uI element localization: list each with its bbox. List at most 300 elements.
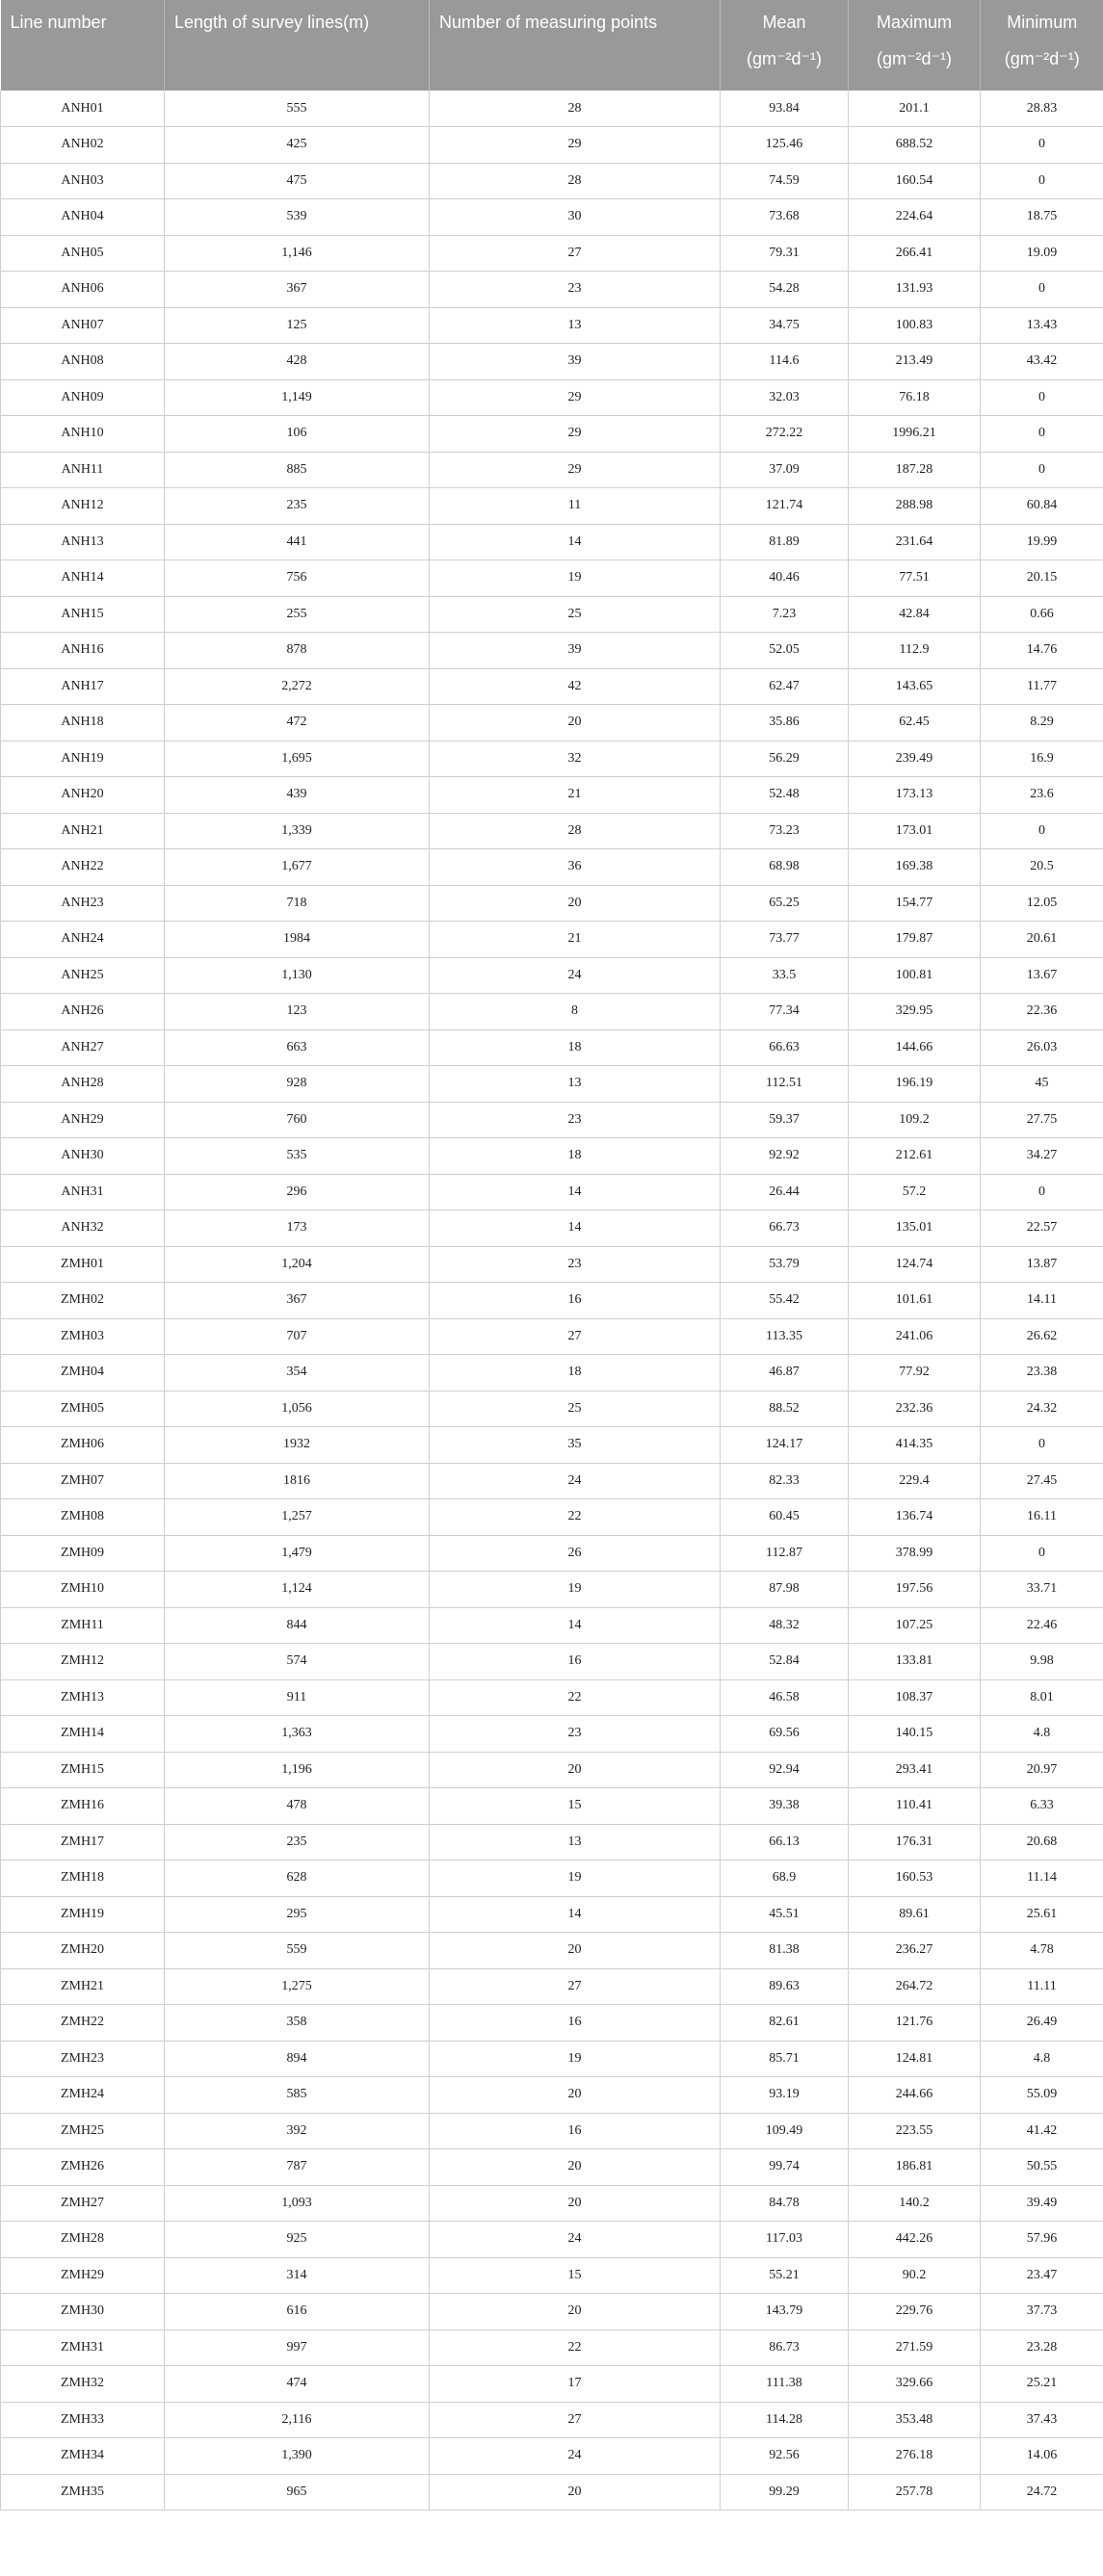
cell-maximum: 143.65	[849, 668, 981, 705]
cell-maximum: 442.26	[849, 2222, 981, 2258]
cell-minimum: 24.72	[981, 2474, 1103, 2511]
header-maximum: Maximum (gm⁻²d⁻¹)	[849, 0, 981, 91]
table-row	[1, 1860, 1103, 1897]
cell-measuring-points: 16	[430, 1644, 721, 1680]
cell-maximum: 169.38	[849, 849, 981, 886]
cell-maximum: 186.81	[849, 2149, 981, 2186]
cell-mean: 55.42	[721, 1283, 849, 1319]
cell-minimum: 34.27	[981, 1138, 1103, 1175]
cell-mean: 86.73	[721, 2329, 849, 2366]
table-row	[1, 1535, 1103, 1572]
cell-mean: 272.22	[721, 416, 849, 453]
cell-minimum: 14.76	[981, 633, 1103, 669]
table-row	[1, 488, 1103, 525]
cell-length: 616	[165, 2294, 430, 2330]
cell-maximum: 288.98	[849, 488, 981, 525]
cell-measuring-points: 42	[430, 668, 721, 705]
cell-maximum: 266.41	[849, 235, 981, 272]
cell-maximum: 197.56	[849, 1572, 981, 1608]
cell-line-number: ANH12	[1, 488, 165, 525]
cell-measuring-points: 39	[430, 344, 721, 380]
cell-mean: 52.05	[721, 633, 849, 669]
table-header	[1, 0, 1103, 91]
cell-minimum: 0	[981, 813, 1103, 849]
cell-length: 756	[165, 560, 430, 597]
cell-measuring-points: 13	[430, 1824, 721, 1860]
cell-mean: 92.56	[721, 2438, 849, 2475]
cell-length: 911	[165, 1679, 430, 1716]
cell-mean: 37.09	[721, 452, 849, 488]
cell-line-number: ZMH33	[1, 2402, 165, 2438]
table-row	[1, 2077, 1103, 2114]
cell-minimum: 23.38	[981, 1355, 1103, 1392]
cell-mean: 56.29	[721, 741, 849, 777]
cell-maximum: 329.95	[849, 994, 981, 1030]
cell-mean: 40.46	[721, 560, 849, 597]
cell-mean: 117.03	[721, 2222, 849, 2258]
cell-maximum: 76.18	[849, 379, 981, 416]
cell-maximum: 353.48	[849, 2402, 981, 2438]
cell-line-number: ZMH35	[1, 2474, 165, 2511]
cell-length: 235	[165, 488, 430, 525]
cell-minimum: 16.11	[981, 1499, 1103, 1536]
cell-minimum: 23.28	[981, 2329, 1103, 2366]
cell-line-number: ANH05	[1, 235, 165, 272]
cell-maximum: 140.2	[849, 2185, 981, 2222]
cell-line-number: ZMH08	[1, 1499, 165, 1536]
cell-line-number: ZMH29	[1, 2257, 165, 2294]
cell-measuring-points: 24	[430, 1463, 721, 1499]
cell-length: 535	[165, 1138, 430, 1175]
cell-maximum: 329.66	[849, 2366, 981, 2403]
cell-length: 472	[165, 705, 430, 742]
table-row	[1, 199, 1103, 236]
cell-line-number: ZMH18	[1, 1860, 165, 1897]
cell-line-number: ANH10	[1, 416, 165, 453]
cell-line-number: ANH22	[1, 849, 165, 886]
table-row	[1, 777, 1103, 814]
cell-minimum: 4.78	[981, 1933, 1103, 1969]
cell-minimum: 28.83	[981, 91, 1103, 127]
cell-maximum: 201.1	[849, 91, 981, 127]
cell-measuring-points: 20	[430, 2077, 721, 2114]
cell-maximum: 42.84	[849, 596, 981, 633]
cell-measuring-points: 18	[430, 1029, 721, 1066]
table-row	[1, 163, 1103, 199]
cell-mean: 55.21	[721, 2257, 849, 2294]
cell-line-number: ZMH16	[1, 1788, 165, 1825]
cell-mean: 81.89	[721, 524, 849, 560]
table-row	[1, 2329, 1103, 2366]
cell-length: 314	[165, 2257, 430, 2294]
cell-measuring-points: 36	[430, 849, 721, 886]
table-row	[1, 957, 1103, 994]
table-row	[1, 235, 1103, 272]
cell-maximum: 239.49	[849, 741, 981, 777]
cell-maximum: 140.15	[849, 1716, 981, 1753]
cell-length: 235	[165, 1824, 430, 1860]
table-row	[1, 524, 1103, 560]
cell-length: 559	[165, 1933, 430, 1969]
cell-line-number: ZMH01	[1, 1246, 165, 1283]
cell-mean: 143.79	[721, 2294, 849, 2330]
table-row	[1, 2366, 1103, 2403]
cell-measuring-points: 20	[430, 2185, 721, 2222]
cell-line-number: ANH15	[1, 596, 165, 633]
cell-minimum: 37.73	[981, 2294, 1103, 2330]
cell-minimum: 19.09	[981, 235, 1103, 272]
cell-length: 1,146	[165, 235, 430, 272]
cell-maximum: 109.2	[849, 1102, 981, 1138]
cell-line-number: ANH30	[1, 1138, 165, 1175]
cell-minimum: 33.71	[981, 1572, 1103, 1608]
cell-line-number: ANH18	[1, 705, 165, 742]
cell-length: 760	[165, 1102, 430, 1138]
header-length: Length of survey lines(m)	[165, 0, 430, 91]
cell-minimum: 9.98	[981, 1644, 1103, 1680]
cell-minimum: 11.14	[981, 1860, 1103, 1897]
table-row	[1, 922, 1103, 958]
cell-length: 2,116	[165, 2402, 430, 2438]
cell-mean: 45.51	[721, 1896, 849, 1933]
cell-mean: 73.68	[721, 199, 849, 236]
cell-mean: 35.86	[721, 705, 849, 742]
table-row	[1, 705, 1103, 742]
cell-minimum: 24.32	[981, 1391, 1103, 1427]
cell-mean: 68.9	[721, 1860, 849, 1897]
cell-line-number: ANH32	[1, 1210, 165, 1247]
cell-length: 296	[165, 1174, 430, 1210]
cell-length: 1,390	[165, 2438, 430, 2475]
header-line-number: Line number	[1, 0, 165, 91]
cell-length: 255	[165, 596, 430, 633]
cell-measuring-points: 21	[430, 922, 721, 958]
cell-mean: 93.19	[721, 2077, 849, 2114]
cell-line-number: ANH24	[1, 922, 165, 958]
cell-minimum: 26.62	[981, 1318, 1103, 1355]
cell-mean: 69.56	[721, 1716, 849, 1753]
cell-measuring-points: 28	[430, 813, 721, 849]
cell-maximum: 232.36	[849, 1391, 981, 1427]
cell-line-number: ZMH05	[1, 1391, 165, 1427]
cell-length: 894	[165, 2041, 430, 2077]
cell-length: 1,093	[165, 2185, 430, 2222]
cell-mean: 82.61	[721, 2005, 849, 2042]
cell-length: 1,056	[165, 1391, 430, 1427]
cell-mean: 88.52	[721, 1391, 849, 1427]
cell-maximum: 224.64	[849, 199, 981, 236]
cell-length: 173	[165, 1210, 430, 1247]
table-row	[1, 1174, 1103, 1210]
cell-line-number: ZMH23	[1, 2041, 165, 2077]
cell-line-number: ANH13	[1, 524, 165, 560]
cell-measuring-points: 25	[430, 596, 721, 633]
cell-mean: 52.84	[721, 1644, 849, 1680]
table-row	[1, 813, 1103, 849]
cell-maximum: 89.61	[849, 1896, 981, 1933]
cell-measuring-points: 18	[430, 1138, 721, 1175]
table-row	[1, 416, 1103, 453]
cell-measuring-points: 20	[430, 2474, 721, 2511]
cell-line-number: ZMH13	[1, 1679, 165, 1716]
cell-minimum: 0	[981, 379, 1103, 416]
table-row	[1, 2113, 1103, 2149]
table-row	[1, 2438, 1103, 2475]
cell-length: 1,363	[165, 1716, 430, 1753]
cell-length: 295	[165, 1896, 430, 1933]
table-row	[1, 1824, 1103, 1860]
cell-measuring-points: 15	[430, 1788, 721, 1825]
cell-measuring-points: 16	[430, 2005, 721, 2042]
cell-measuring-points: 27	[430, 1968, 721, 2005]
table-row	[1, 1318, 1103, 1355]
cell-maximum: 124.81	[849, 2041, 981, 2077]
cell-mean: 111.38	[721, 2366, 849, 2403]
cell-measuring-points: 20	[430, 1752, 721, 1788]
table-row	[1, 1427, 1103, 1464]
cell-mean: 65.25	[721, 885, 849, 922]
cell-mean: 32.03	[721, 379, 849, 416]
cell-maximum: 135.01	[849, 1210, 981, 1247]
cell-line-number: ANH08	[1, 344, 165, 380]
cell-length: 425	[165, 127, 430, 164]
cell-line-number: ANH11	[1, 452, 165, 488]
cell-measuring-points: 23	[430, 1716, 721, 1753]
cell-measuring-points: 16	[430, 2113, 721, 2149]
cell-minimum: 18.75	[981, 199, 1103, 236]
cell-mean: 39.38	[721, 1788, 849, 1825]
cell-mean: 99.74	[721, 2149, 849, 2186]
cell-line-number: ZMH20	[1, 1933, 165, 1969]
cell-minimum: 0	[981, 1427, 1103, 1464]
cell-line-number: ANH31	[1, 1174, 165, 1210]
table-row	[1, 2005, 1103, 2042]
cell-maximum: 108.37	[849, 1679, 981, 1716]
cell-length: 428	[165, 344, 430, 380]
table-row	[1, 1246, 1103, 1283]
cell-mean: 62.47	[721, 668, 849, 705]
cell-line-number: ANH07	[1, 307, 165, 344]
cell-maximum: 131.93	[849, 272, 981, 308]
cell-maximum: 62.45	[849, 705, 981, 742]
cell-minimum: 43.42	[981, 344, 1103, 380]
cell-measuring-points: 14	[430, 1607, 721, 1644]
cell-maximum: 110.41	[849, 1788, 981, 1825]
cell-maximum: 244.66	[849, 2077, 981, 2114]
cell-line-number: ANH09	[1, 379, 165, 416]
cell-measuring-points: 26	[430, 1535, 721, 1572]
cell-mean: 124.17	[721, 1427, 849, 1464]
cell-line-number: ANH20	[1, 777, 165, 814]
cell-length: 474	[165, 2366, 430, 2403]
table-row	[1, 994, 1103, 1030]
cell-minimum: 20.68	[981, 1824, 1103, 1860]
cell-mean: 54.28	[721, 272, 849, 308]
cell-line-number: ANH28	[1, 1066, 165, 1103]
cell-length: 1816	[165, 1463, 430, 1499]
cell-minimum: 6.33	[981, 1788, 1103, 1825]
cell-mean: 87.98	[721, 1572, 849, 1608]
cell-line-number: ZMH21	[1, 1968, 165, 2005]
cell-line-number: ZMH24	[1, 2077, 165, 2114]
cell-measuring-points: 13	[430, 307, 721, 344]
cell-minimum: 20.5	[981, 849, 1103, 886]
cell-length: 718	[165, 885, 430, 922]
cell-length: 787	[165, 2149, 430, 2186]
cell-line-number: ANH17	[1, 668, 165, 705]
cell-length: 1,149	[165, 379, 430, 416]
table-row	[1, 1283, 1103, 1319]
table-row	[1, 1210, 1103, 1247]
cell-mean: 85.71	[721, 2041, 849, 2077]
cell-minimum: 20.15	[981, 560, 1103, 597]
cell-minimum: 13.87	[981, 1246, 1103, 1283]
cell-maximum: 213.49	[849, 344, 981, 380]
cell-minimum: 27.45	[981, 1463, 1103, 1499]
cell-measuring-points: 24	[430, 2222, 721, 2258]
cell-maximum: 264.72	[849, 1968, 981, 2005]
cell-minimum: 0	[981, 127, 1103, 164]
cell-maximum: 101.61	[849, 1283, 981, 1319]
cell-length: 475	[165, 163, 430, 199]
cell-mean: 26.44	[721, 1174, 849, 1210]
cell-maximum: 212.61	[849, 1138, 981, 1175]
cell-mean: 92.92	[721, 1138, 849, 1175]
cell-length: 1984	[165, 922, 430, 958]
table-row	[1, 668, 1103, 705]
cell-minimum: 50.55	[981, 2149, 1103, 2186]
cell-maximum: 378.99	[849, 1535, 981, 1572]
cell-line-number: ANH29	[1, 1102, 165, 1138]
cell-minimum: 39.49	[981, 2185, 1103, 2222]
table-row	[1, 633, 1103, 669]
cell-minimum: 37.43	[981, 2402, 1103, 2438]
cell-length: 1,130	[165, 957, 430, 994]
cell-mean: 33.5	[721, 957, 849, 994]
cell-measuring-points: 13	[430, 1066, 721, 1103]
cell-measuring-points: 20	[430, 705, 721, 742]
cell-mean: 77.34	[721, 994, 849, 1030]
cell-line-number: ANH04	[1, 199, 165, 236]
cell-length: 925	[165, 2222, 430, 2258]
cell-maximum: 57.2	[849, 1174, 981, 1210]
cell-line-number: ANH25	[1, 957, 165, 994]
cell-maximum: 90.2	[849, 2257, 981, 2294]
cell-maximum: 688.52	[849, 127, 981, 164]
cell-minimum: 0	[981, 416, 1103, 453]
cell-maximum: 100.83	[849, 307, 981, 344]
cell-maximum: 276.18	[849, 2438, 981, 2475]
cell-length: 1,257	[165, 1499, 430, 1536]
table-row	[1, 1644, 1103, 1680]
cell-line-number: ANH23	[1, 885, 165, 922]
table-row	[1, 307, 1103, 344]
table-row	[1, 127, 1103, 164]
table-row	[1, 1102, 1103, 1138]
cell-measuring-points: 23	[430, 272, 721, 308]
cell-mean: 73.77	[721, 922, 849, 958]
table-row	[1, 1499, 1103, 1536]
cell-line-number: ZMH30	[1, 2294, 165, 2330]
table-row	[1, 452, 1103, 488]
table-row	[1, 741, 1103, 777]
cell-length: 106	[165, 416, 430, 453]
header-minimum-unit: (gm⁻²d⁻¹)	[1004, 49, 1080, 68]
cell-line-number: ZMH11	[1, 1607, 165, 1644]
table-row	[1, 91, 1103, 127]
cell-minimum: 8.29	[981, 705, 1103, 742]
cell-measuring-points: 28	[430, 163, 721, 199]
cell-maximum: 133.81	[849, 1644, 981, 1680]
cell-length: 1,204	[165, 1246, 430, 1283]
cell-maximum: 173.13	[849, 777, 981, 814]
cell-length: 555	[165, 91, 430, 127]
table-row	[1, 1716, 1103, 1753]
cell-measuring-points: 32	[430, 741, 721, 777]
cell-mean: 66.63	[721, 1029, 849, 1066]
cell-mean: 7.23	[721, 596, 849, 633]
cell-measuring-points: 39	[430, 633, 721, 669]
cell-measuring-points: 29	[430, 416, 721, 453]
cell-maximum: 179.87	[849, 922, 981, 958]
cell-maximum: 100.81	[849, 957, 981, 994]
cell-line-number: ZMH14	[1, 1716, 165, 1753]
cell-measuring-points: 23	[430, 1246, 721, 1283]
cell-maximum: 160.53	[849, 1860, 981, 1897]
cell-measuring-points: 22	[430, 2329, 721, 2366]
cell-minimum: 0	[981, 1174, 1103, 1210]
cell-maximum: 187.28	[849, 452, 981, 488]
cell-maximum: 229.76	[849, 2294, 981, 2330]
cell-length: 367	[165, 1283, 430, 1319]
cell-length: 125	[165, 307, 430, 344]
cell-line-number: ANH27	[1, 1029, 165, 1066]
cell-length: 1,677	[165, 849, 430, 886]
cell-maximum: 257.78	[849, 2474, 981, 2511]
cell-measuring-points: 17	[430, 2366, 721, 2403]
cell-line-number: ZMH26	[1, 2149, 165, 2186]
cell-minimum: 20.97	[981, 1752, 1103, 1788]
cell-measuring-points: 22	[430, 1499, 721, 1536]
cell-minimum: 55.09	[981, 2077, 1103, 2114]
cell-line-number: ZMH25	[1, 2113, 165, 2149]
cell-minimum: 41.42	[981, 2113, 1103, 2149]
cell-maximum: 176.31	[849, 1824, 981, 1860]
cell-line-number: ANH26	[1, 994, 165, 1030]
header-mean: Mean (gm⁻²d⁻¹)	[721, 0, 849, 91]
table-row	[1, 849, 1103, 886]
cell-line-number: ZMH12	[1, 1644, 165, 1680]
header-measuring-points: Number of measuring points	[430, 0, 721, 91]
cell-length: 1,339	[165, 813, 430, 849]
cell-measuring-points: 19	[430, 1572, 721, 1608]
cell-minimum: 26.49	[981, 2005, 1103, 2042]
table-row	[1, 2257, 1103, 2294]
table-row	[1, 2222, 1103, 2258]
cell-line-number: ZMH15	[1, 1752, 165, 1788]
table-row	[1, 885, 1103, 922]
cell-line-number: ZMH31	[1, 2329, 165, 2366]
header-mean-unit: (gm⁻²d⁻¹)	[747, 49, 822, 68]
cell-maximum: 121.76	[849, 2005, 981, 2042]
cell-maximum: 160.54	[849, 163, 981, 199]
table-row	[1, 2402, 1103, 2438]
cell-measuring-points: 24	[430, 957, 721, 994]
cell-minimum: 23.6	[981, 777, 1103, 814]
cell-line-number: ZMH02	[1, 1283, 165, 1319]
cell-measuring-points: 20	[430, 885, 721, 922]
cell-mean: 125.46	[721, 127, 849, 164]
